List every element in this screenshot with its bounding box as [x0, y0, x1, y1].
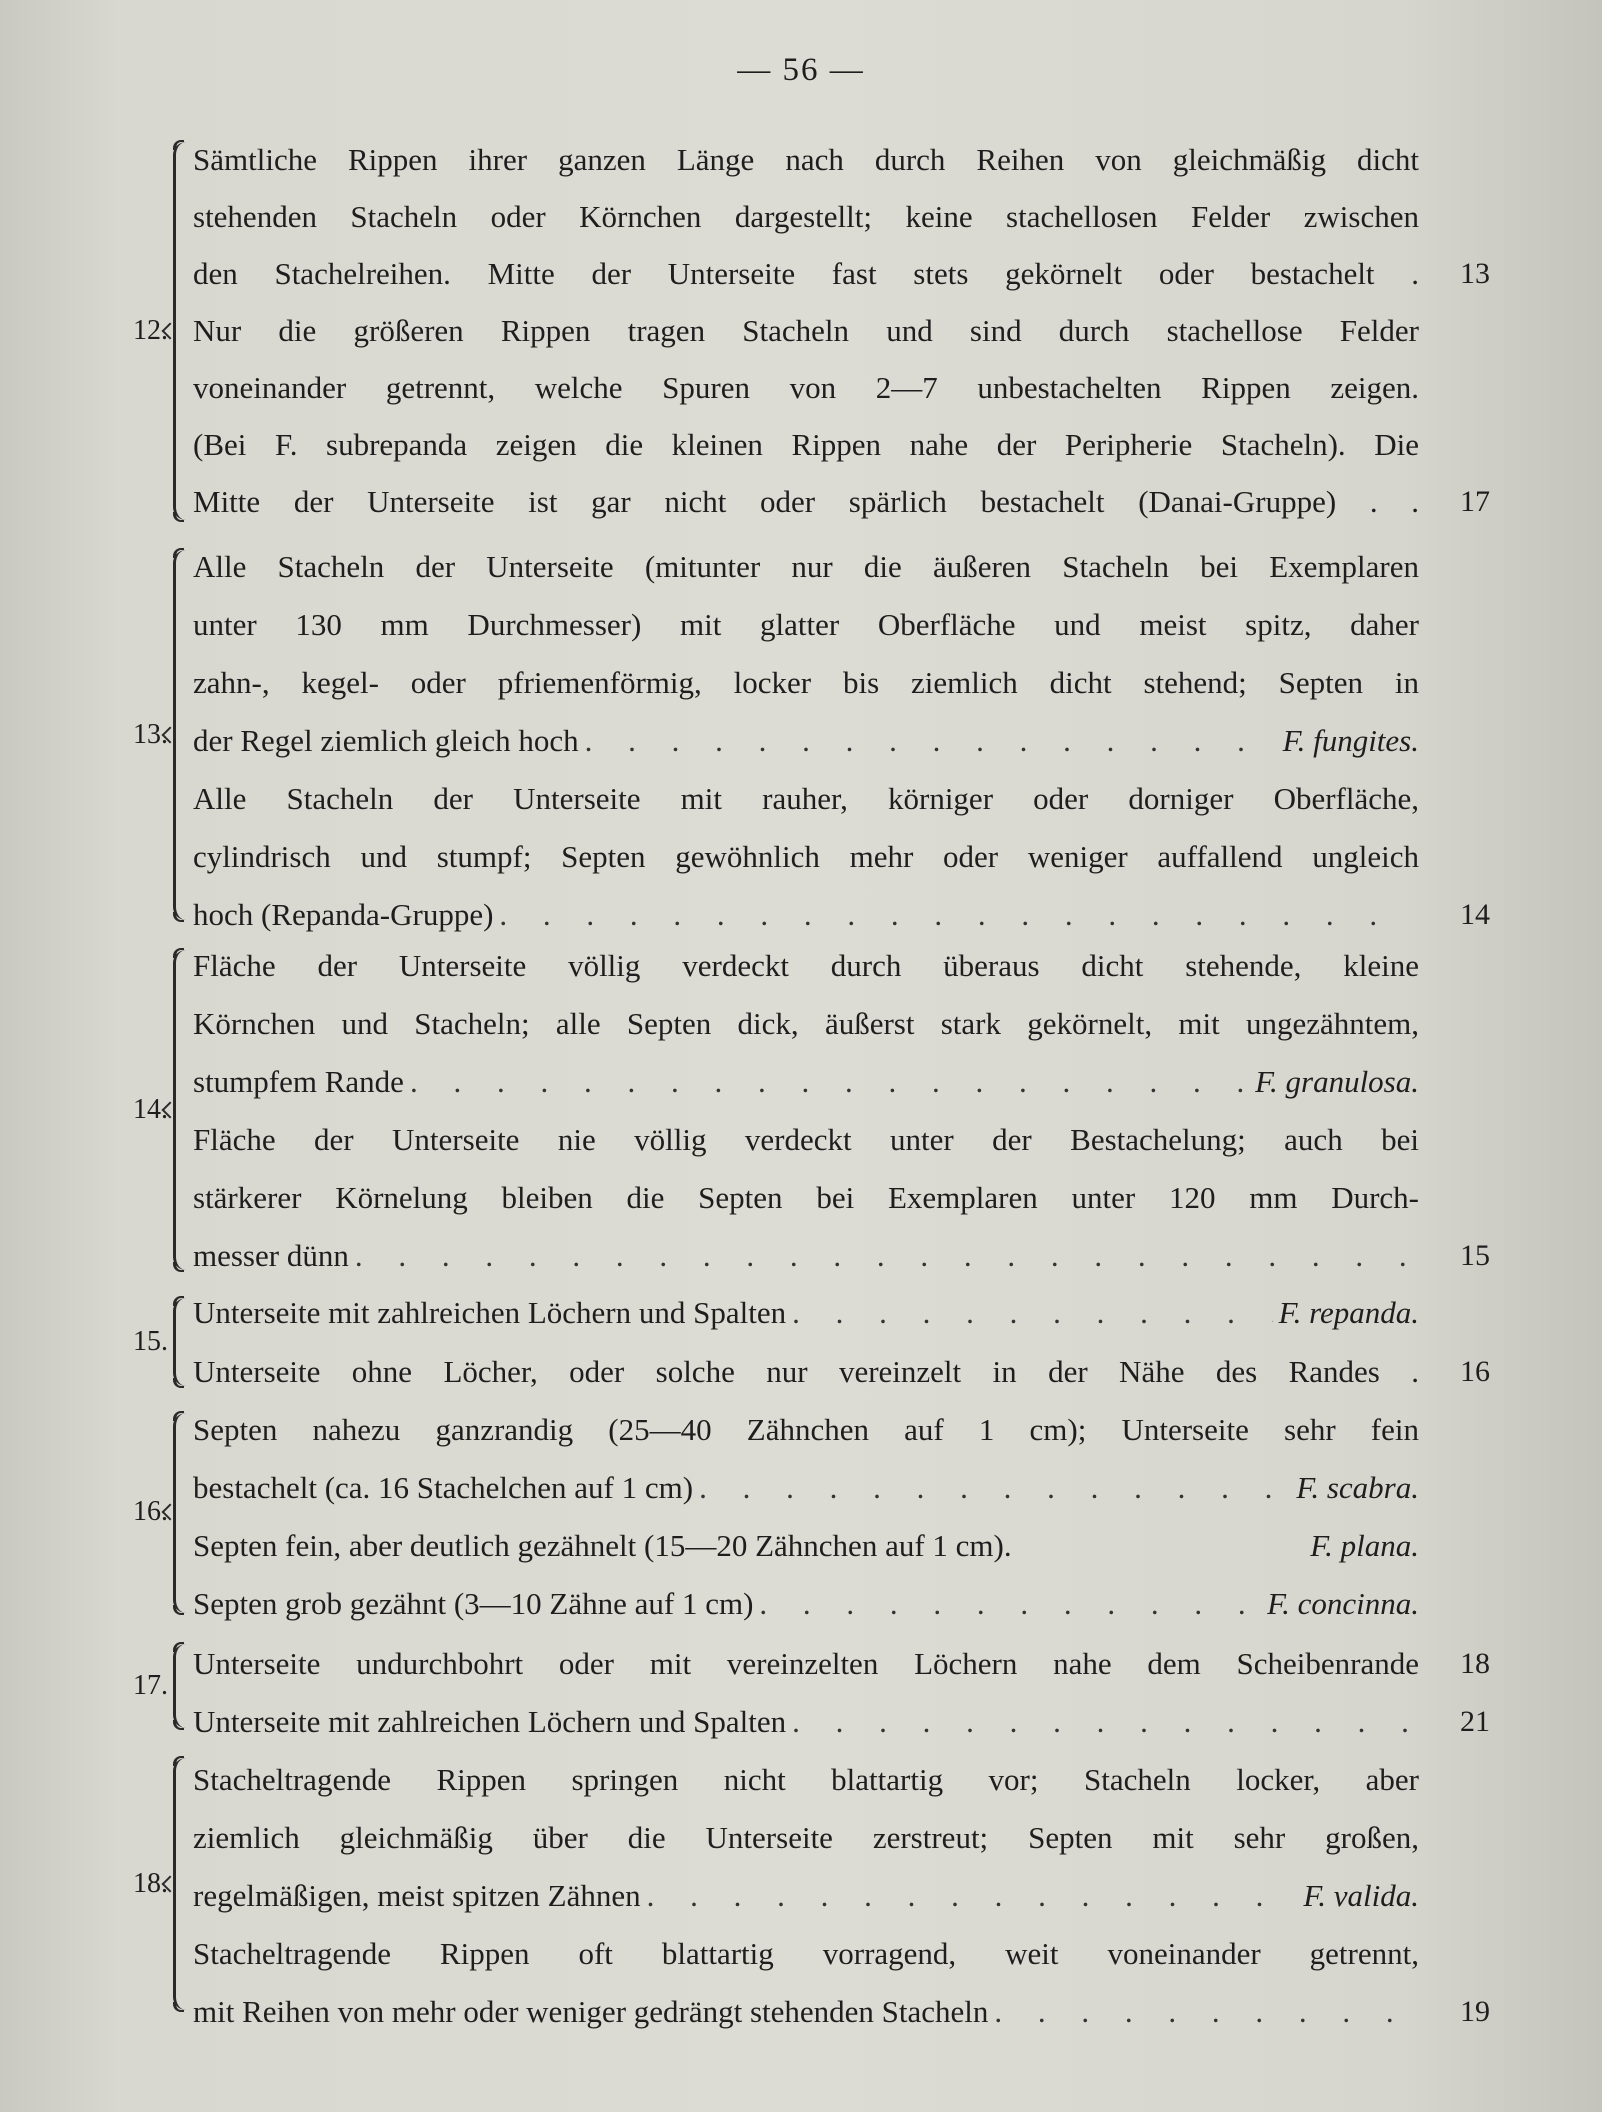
key-line: stärkerer Körnelung bleiben die Septen bei Exemplaren unter 120 mm Durch-: [193, 1180, 1419, 1215]
couplet-number: 14.: [133, 1094, 168, 1125]
species-name: F. repanda.: [1278, 1295, 1419, 1330]
key-line: der Regel ziemlich gleich hoch . . . F. fungites.: [193, 719, 1419, 763]
key-line: stumpfem Rande . . . F. granulosa.: [193, 1060, 1419, 1104]
key-line: unter 130 mm Durchmesser) mit glatter Oberfläche und meist spitz, daher: [193, 607, 1419, 642]
key-line: regelmäßigen, meist spitzen Zähnen . . . F. valida.: [193, 1874, 1419, 1918]
species-name: F. valida.: [1303, 1878, 1419, 1913]
key-line: Mitte der Unterseite ist gar nicht oder spärlich bestachelt (Danai-Gruppe) . .: [193, 484, 1419, 519]
leader-dots: [994, 1990, 1413, 2034]
leader-dots: [410, 1060, 1249, 1104]
key-line: Alle Stacheln der Unterseite (mitunter nur die äußeren Stacheln bei Exemplaren: [193, 549, 1419, 584]
key-line: zahn-, kegel- oder pfriemenförmig, locker bis ziemlich dicht stehend; Septen in: [193, 665, 1419, 700]
leader-dots: [499, 893, 1413, 937]
leader-dots: [699, 1466, 1290, 1510]
key-line: Septen grob gezähnt (3—10 Zähne auf 1 cm) . . . F. concinna.: [193, 1582, 1419, 1626]
key-line: cylindrisch und stumpf; Septen gewöhnlich mehr oder weniger auffallend ungleich: [193, 839, 1419, 874]
lead-reference: 16: [1460, 1355, 1490, 1388]
key-line: mit Reihen von mehr oder weniger gedrängt stehenden Stacheln . . .: [193, 1990, 1419, 2034]
species-name: F. granulosa.: [1255, 1064, 1419, 1099]
key-line: hoch (Repanda-Gruppe) . . .: [193, 893, 1419, 937]
key-line: Fläche der Unterseite nie völlig verdeckt unter der Bestachelung; auch bei: [193, 1122, 1419, 1157]
key-line: ziemlich gleichmäßig über die Unterseite zerstreut; Septen mit sehr großen,: [193, 1820, 1419, 1855]
couplet-number: 12.: [133, 315, 168, 346]
brace: [173, 1644, 186, 1728]
key-line: Alle Stacheln der Unterseite mit rauher, körniger oder dorniger Oberfläche,: [193, 781, 1419, 816]
lead-reference: 15: [1460, 1239, 1490, 1272]
key-line: Septen fein, aber deutlich gezähnelt (15—20 Zähnchen auf 1 cm). F. plana.: [193, 1524, 1419, 1568]
lead-reference: 19: [1460, 1995, 1490, 2028]
page-number: — 56 —: [737, 52, 865, 88]
couplet-number: 15.: [133, 1326, 168, 1357]
key-line: Fläche der Unterseite völlig verdeckt durch überaus dicht stehende, kleine: [193, 948, 1419, 983]
species-name: F. plana.: [1310, 1528, 1419, 1563]
key-line: Unterseite ohne Löcher, oder solche nur vereinzelt in der Nähe des Randes .: [193, 1354, 1419, 1389]
key-line: Unterseite mit zahlreichen Löchern und Spalten . . .: [193, 1700, 1419, 1744]
couplet-number: 18.: [133, 1868, 168, 1899]
couplet-number: 13.: [133, 719, 168, 750]
key-line: den Stachelreihen. Mitte der Unterseite fast stets gekörnelt oder bestachelt .: [193, 256, 1419, 291]
couplet-number: 16.: [133, 1496, 168, 1527]
key-line: voneinander getrennt, welche Spuren von 2—7 unbestachelten Rippen zeigen.: [193, 370, 1419, 405]
key-line: Körnchen und Stacheln; alle Septen dick, äußerst stark gekörnelt, mit ungezähntem,: [193, 1006, 1419, 1041]
key-line: Nur die größeren Rippen tragen Stacheln und sind durch stachellose Felder: [193, 313, 1419, 348]
leader-dots: [647, 1874, 1298, 1918]
key-line: Unterseite mit zahlreichen Löchern und Spalten . . . F. repanda.: [193, 1291, 1419, 1335]
couplet-number: 17.: [133, 1670, 168, 1701]
leader-dots: [792, 1700, 1413, 1744]
lead-reference: 13: [1460, 257, 1490, 290]
species-name: F. concinna.: [1267, 1586, 1419, 1621]
lead-reference: 18: [1460, 1647, 1490, 1680]
lead-reference: 17: [1460, 485, 1490, 518]
leader-dots: [792, 1291, 1273, 1335]
key-line: Sämtliche Rippen ihrer ganzen Länge nach durch Reihen von gleichmäßig dicht: [193, 142, 1419, 177]
key-line: messer dünn . . .: [193, 1234, 1419, 1278]
key-line: Stacheltragende Rippen oft blattartig vorragend, weit voneinander getrennt,: [193, 1936, 1419, 1971]
key-line: Unterseite undurchbohrt oder mit vereinzelten Löchern nahe dem Scheibenrande: [193, 1646, 1419, 1681]
species-name: F. scabra.: [1296, 1470, 1419, 1505]
brace: [173, 1298, 186, 1386]
leader-dots: [355, 1234, 1413, 1278]
lead-reference: 14: [1460, 898, 1490, 931]
leader-dots: [759, 1582, 1261, 1626]
key-line: stehenden Stacheln oder Körnchen dargestellt; keine stachellosen Felder zwischen: [193, 199, 1419, 234]
key-line: Stacheltragende Rippen springen nicht blattartig vor; Stacheln locker, aber: [193, 1762, 1419, 1797]
key-line: (Bei F. subrepanda zeigen die kleinen Rippen nahe der Peripherie Stacheln). Die: [193, 427, 1419, 462]
leader-dots: [585, 719, 1277, 763]
species-name: F. fungites.: [1282, 723, 1419, 758]
key-line: Septen nahezu ganzrandig (25—40 Zähnchen auf 1 cm); Unterseite sehr fein: [193, 1412, 1419, 1447]
lead-reference: 21: [1460, 1705, 1490, 1738]
key-line: bestachelt (ca. 16 Stachelchen auf 1 cm) . . . F. scabra.: [193, 1466, 1419, 1510]
